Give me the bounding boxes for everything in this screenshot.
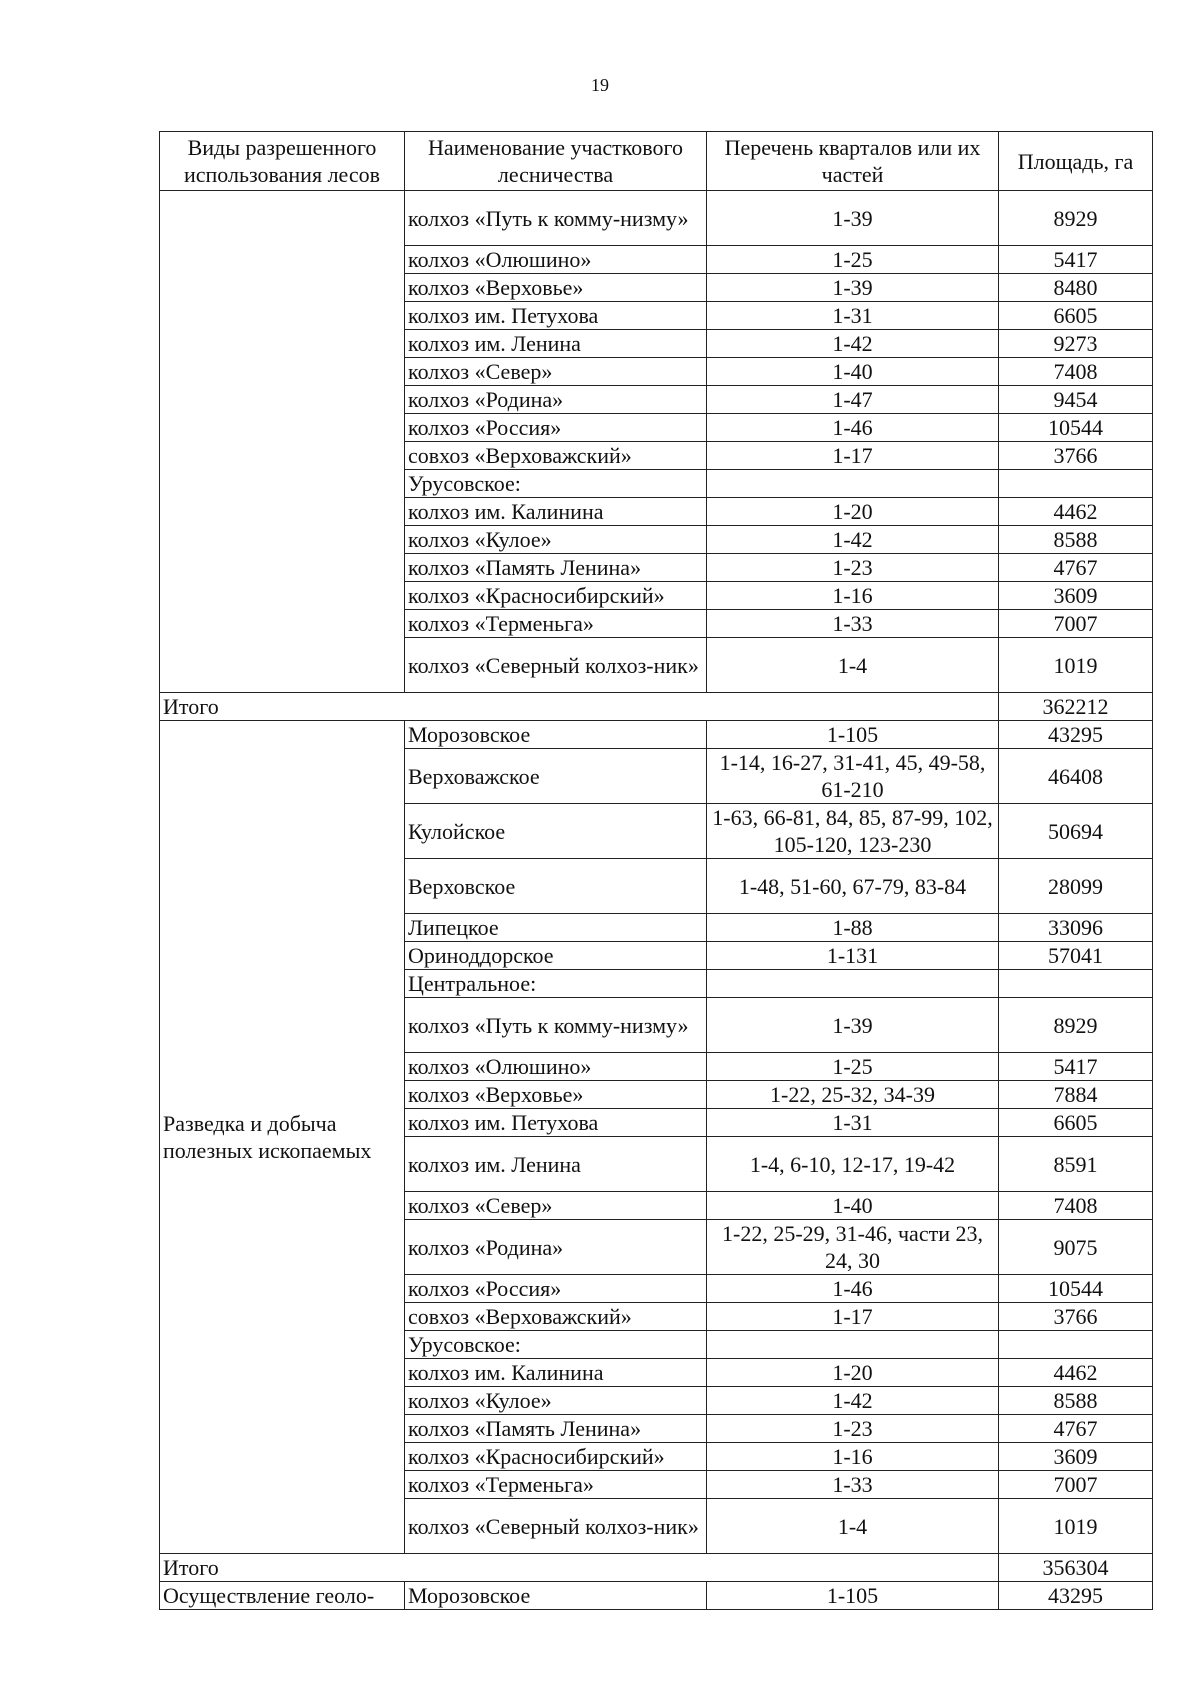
area-cell: 4462: [999, 498, 1153, 526]
area-cell: 4462: [999, 1359, 1153, 1387]
area-cell: 46408: [999, 749, 1153, 804]
header-kind: Виды разрешенного использования лесов: [160, 132, 405, 191]
forestry-name-cell: совхоз «Верховажский»: [405, 442, 707, 470]
quarters-cell: 1-20: [707, 498, 999, 526]
quarters-cell: [707, 1331, 999, 1359]
quarters-cell: 1-33: [707, 610, 999, 638]
quarters-cell: 1-39: [707, 191, 999, 246]
quarters-cell: 1-17: [707, 1303, 999, 1331]
area-cell: 3766: [999, 442, 1153, 470]
quarters-cell: 1-46: [707, 1275, 999, 1303]
area-cell: 6605: [999, 1109, 1153, 1137]
area-cell: 3766: [999, 1303, 1153, 1331]
quarters-cell: 1-31: [707, 1109, 999, 1137]
forestry-name-cell: Верховское: [405, 859, 707, 914]
forestry-name-cell: Верховажское: [405, 749, 707, 804]
area-cell: 8929: [999, 998, 1153, 1053]
area-cell: 8929: [999, 191, 1153, 246]
quarters-cell: 1-42: [707, 330, 999, 358]
quarters-cell: 1-39: [707, 274, 999, 302]
total-row: [160, 693, 1153, 721]
forestry-name-cell: колхоз «Кулое»: [405, 526, 707, 554]
area-cell: 28099: [999, 859, 1153, 914]
quarters-cell: 1-46: [707, 414, 999, 442]
area-cell: 8588: [999, 1387, 1153, 1415]
total-area: 362212: [999, 693, 1153, 721]
quarters-cell: 1-20: [707, 1359, 999, 1387]
forestry-name-cell: колхоз «Север»: [405, 358, 707, 386]
table-row: [160, 721, 1153, 749]
forestry-name-cell: колхоз им. Калинина: [405, 498, 707, 526]
quarters-cell: 1-42: [707, 1387, 999, 1415]
forestry-name-cell: колхоз «Путь к комму-низму»: [405, 191, 707, 246]
quarters-cell: 1-22, 25-32, 34-39: [707, 1081, 999, 1109]
quarters-cell: 1-31: [707, 302, 999, 330]
use-kind-cell: [160, 191, 405, 693]
forestry-name-cell: колхоз «Красносибирский»: [405, 582, 707, 610]
area-cell: 8480: [999, 274, 1153, 302]
area-cell: [999, 1331, 1153, 1359]
forestry-name-cell: колхоз им. Калинина: [405, 1359, 707, 1387]
area-cell: 8591: [999, 1137, 1153, 1192]
forestry-name-cell: колхоз «Красносибирский»: [405, 1443, 707, 1471]
quarters-cell: 1-131: [707, 942, 999, 970]
area-cell: 4767: [999, 1415, 1153, 1443]
quarters-cell: 1-25: [707, 246, 999, 274]
forestry-name-cell: колхоз «Кулое»: [405, 1387, 707, 1415]
area-cell: 8588: [999, 526, 1153, 554]
forestry-name-cell: колхоз им. Ленина: [405, 1137, 707, 1192]
forestry-name-cell: колхоз «Терменьга»: [405, 610, 707, 638]
area-cell: 33096: [999, 914, 1153, 942]
forestry-name-cell: совхоз «Верховажский»: [405, 1303, 707, 1331]
forestry-name-cell: колхоз «Память Ленина»: [405, 554, 707, 582]
use-kind-cell: Осуществление геоло-: [160, 1582, 405, 1610]
quarters-cell: 1-14, 16-27, 31-41, 45, 49-58, 61-210: [707, 749, 999, 804]
area-cell: 6605: [999, 302, 1153, 330]
forestry-name-cell: колхоз «Родина»: [405, 1220, 707, 1275]
forest-use-table: [159, 131, 1153, 1610]
area-cell: 10544: [999, 414, 1153, 442]
quarters-cell: 1-22, 25-29, 31-46, части 23, 24, 30: [707, 1220, 999, 1275]
forestry-name-cell: колхоз «Терменьга»: [405, 1471, 707, 1499]
forestry-name-cell: колхоз «Россия»: [405, 414, 707, 442]
area-cell: 1019: [999, 1499, 1153, 1554]
quarters-cell: 1-47: [707, 386, 999, 414]
forestry-name-cell: Морозовское: [405, 1582, 707, 1610]
area-cell: 7408: [999, 1192, 1153, 1220]
forestry-name-cell: колхоз «Север»: [405, 1192, 707, 1220]
use-kind-cell: Разведка и добыча полезных ископаемых: [160, 721, 405, 1554]
forestry-name-cell: колхоз им. Ленина: [405, 330, 707, 358]
quarters-cell: 1-42: [707, 526, 999, 554]
quarters-cell: 1-39: [707, 998, 999, 1053]
forestry-name-cell: Урусовское:: [405, 470, 707, 498]
quarters-cell: 1-16: [707, 582, 999, 610]
forestry-name-cell: колхоз «Северный колхоз-ник»: [405, 638, 707, 693]
area-cell: 7408: [999, 358, 1153, 386]
forestry-name-cell: колхоз «Северный колхоз-ник»: [405, 1499, 707, 1554]
quarters-cell: 1-23: [707, 1415, 999, 1443]
forestry-name-cell: Урусовское:: [405, 1331, 707, 1359]
header-quarters: Перечень кварталов или их частей: [707, 132, 999, 191]
total-row: [160, 1554, 1153, 1582]
total-label: Итого: [160, 1554, 999, 1582]
area-cell: 43295: [999, 721, 1153, 749]
quarters-cell: [707, 970, 999, 998]
quarters-cell: 1-4, 6-10, 12-17, 19-42: [707, 1137, 999, 1192]
table-row: [160, 191, 1153, 246]
forestry-name-cell: колхоз «Верховье»: [405, 1081, 707, 1109]
area-cell: 7007: [999, 1471, 1153, 1499]
forestry-name-cell: Липецкое: [405, 914, 707, 942]
area-cell: 5417: [999, 1053, 1153, 1081]
total-area: 356304: [999, 1554, 1153, 1582]
forestry-name-cell: колхоз «Верховье»: [405, 274, 707, 302]
quarters-cell: 1-33: [707, 1471, 999, 1499]
forestry-name-cell: колхоз «Память Ленина»: [405, 1415, 707, 1443]
area-cell: 4767: [999, 554, 1153, 582]
forestry-name-cell: Кулойское: [405, 804, 707, 859]
area-cell: 3609: [999, 582, 1153, 610]
area-cell: [999, 470, 1153, 498]
forestry-name-cell: колхоз «Олюшино»: [405, 1053, 707, 1081]
quarters-cell: 1-25: [707, 1053, 999, 1081]
forestry-name-cell: колхоз «Родина»: [405, 386, 707, 414]
area-cell: [999, 970, 1153, 998]
table-row: [160, 1582, 1153, 1610]
quarters-cell: 1-40: [707, 358, 999, 386]
quarters-cell: 1-63, 66-81, 84, 85, 87-99, 102, 105-120, 123-230: [707, 804, 999, 859]
forestry-name-cell: колхоз «Олюшино»: [405, 246, 707, 274]
quarters-cell: 1-17: [707, 442, 999, 470]
page-number: 19: [591, 75, 609, 95]
area-cell: 50694: [999, 804, 1153, 859]
area-cell: 7007: [999, 610, 1153, 638]
table-header-row: [160, 132, 1153, 191]
forestry-name-cell: Морозовское: [405, 721, 707, 749]
area-cell: 7884: [999, 1081, 1153, 1109]
quarters-cell: 1-105: [707, 721, 999, 749]
header-area: Площадь, га: [999, 132, 1153, 191]
area-cell: 57041: [999, 942, 1153, 970]
quarters-cell: 1-48, 51-60, 67-79, 83-84: [707, 859, 999, 914]
area-cell: 43295: [999, 1582, 1153, 1610]
quarters-cell: 1-4: [707, 1499, 999, 1554]
area-cell: 9075: [999, 1220, 1153, 1275]
area-cell: 5417: [999, 246, 1153, 274]
quarters-cell: 1-16: [707, 1443, 999, 1471]
area-cell: 3609: [999, 1443, 1153, 1471]
quarters-cell: 1-23: [707, 554, 999, 582]
area-cell: 1019: [999, 638, 1153, 693]
total-label: Итого: [160, 693, 999, 721]
quarters-cell: 1-40: [707, 1192, 999, 1220]
area-cell: 9273: [999, 330, 1153, 358]
forestry-name-cell: колхоз им. Петухова: [405, 1109, 707, 1137]
header-forestry: Наименование участкового лесничества: [405, 132, 707, 191]
forestry-name-cell: Центральное:: [405, 970, 707, 998]
forestry-name-cell: Ориноддорское: [405, 942, 707, 970]
quarters-cell: 1-88: [707, 914, 999, 942]
quarters-cell: [707, 470, 999, 498]
forestry-name-cell: колхоз им. Петухова: [405, 302, 707, 330]
quarters-cell: 1-105: [707, 1582, 999, 1610]
quarters-cell: 1-4: [707, 638, 999, 693]
table-body: [160, 191, 1153, 1610]
area-cell: 10544: [999, 1275, 1153, 1303]
area-cell: 9454: [999, 386, 1153, 414]
forestry-name-cell: колхоз «Россия»: [405, 1275, 707, 1303]
forestry-name-cell: колхоз «Путь к комму-низму»: [405, 998, 707, 1053]
